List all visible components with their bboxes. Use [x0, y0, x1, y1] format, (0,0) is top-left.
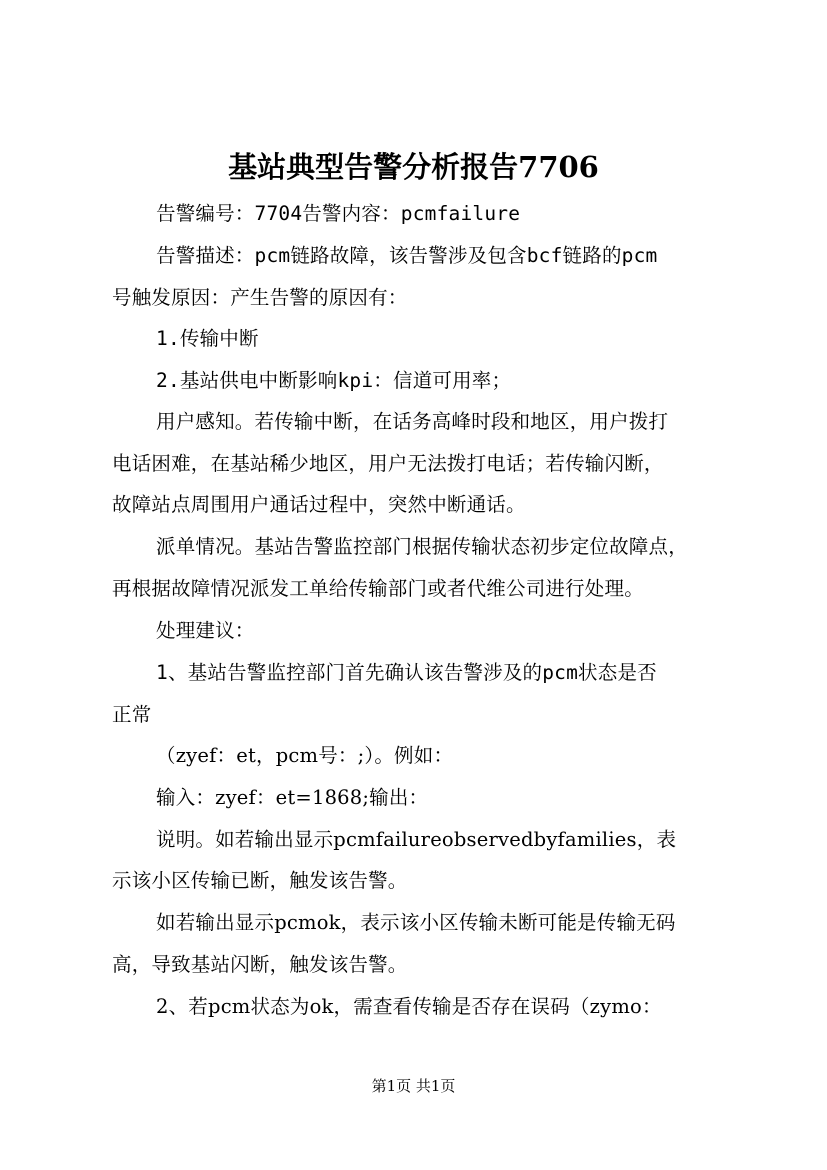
paragraph-line-trigger-cause: 号触发原因：产生告警的原因有： [112, 286, 408, 309]
paragraph-line-command-format: （zyef：et，pcm号：;）。例如： [156, 744, 454, 767]
paragraph-line-user-impact-1: 用户感知。若传输中断，在话务高峰时段和地区，用户拨打 [156, 410, 669, 433]
paragraph-line-command-example: 输入：zyef：et=1868;输出： [156, 786, 429, 809]
paragraph-line-step-1b: 正常 [112, 703, 152, 726]
paragraph-line-user-impact-3: 故障站点周围用户通话过程中，突然中断通话。 [112, 493, 526, 516]
paragraph-line-pcm-ok-2: 高，导致基站闪断，触发该告警。 [112, 953, 408, 976]
section-heading-suggestions: 处理建议： [156, 619, 255, 642]
paragraph-line-explanation-2: 示该小区传输已断，触发该告警。 [112, 869, 408, 892]
page-title: 基站典型告警分析报告7706 [228, 150, 599, 184]
paragraph-line-cause-2: 2.基站供电中断影响kpi：信道可用率； [156, 369, 512, 392]
paragraph-line-step-2: 2、若pcm状态为ok，需查看传输是否存在误码（zymo： [156, 995, 662, 1018]
paragraph-line-pcm-ok-1: 如若输出显示pcmok，表示该小区传输未断可能是传输无码 [156, 911, 676, 934]
paragraph-line-alarm-description: 告警描述：pcm链路故障，该告警涉及包含bcf链路的pcm [156, 244, 658, 267]
paragraph-line-dispatch-2: 再根据故障情况派发工单给传输部门或者代维公司进行处理。 [112, 577, 644, 600]
paragraph-line-user-impact-2: 电话困难，在基站稀少地区，用户无法拨打电话；若传输闪断， [112, 452, 664, 475]
paragraph-line-alarm-id: 告警编号：7704告警内容：pcmfailure [156, 202, 521, 225]
page-footer: 第1页 共1页 [371, 1077, 456, 1095]
paragraph-line-dispatch-1: 派单情况。基站告警监控部门根据传输状态初步定位故障点， [156, 535, 688, 558]
paragraph-line-explanation-1: 说明。如若输出显示pcmfailureobservedbyfamilies，表 [156, 828, 677, 851]
paragraph-line-step-1a: 1、基站告警监控部门首先确认该告警涉及的pcm状态是否 [156, 661, 657, 684]
paragraph-line-cause-1: 1.传输中断 [156, 327, 259, 350]
